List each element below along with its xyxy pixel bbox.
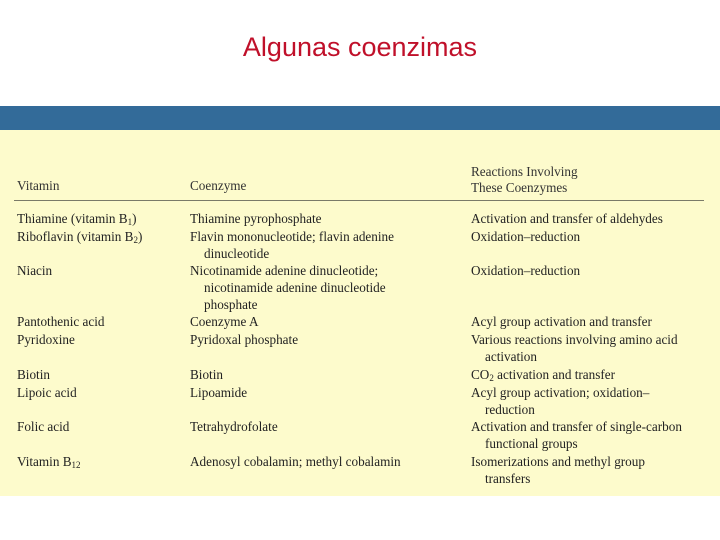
coenzyme-line: Pyridoxal phosphate [190, 332, 299, 347]
table-row-reaction [471, 313, 652, 330]
table-row-vitamin: Niacin [17, 263, 53, 278]
header-vitamin: Vitamin [17, 178, 60, 193]
reaction-line: Isomerizations and methyl group [471, 454, 645, 469]
reaction-subscript: 2 [489, 373, 494, 383]
header-reactions-line1: Reactions Involving [471, 164, 578, 179]
table-row-reaction [471, 331, 678, 365]
header-reactions-line2: These Coenzymes [471, 180, 568, 195]
reaction-text: CO [471, 367, 490, 382]
table-row-coenzyme [190, 210, 321, 227]
table-row-coenzyme [190, 262, 386, 313]
table-row-reaction [471, 384, 649, 418]
vitamin-text-end: ) [137, 229, 143, 244]
reaction-line: Acyl group activation; oxidation– [471, 385, 650, 400]
table-row-vitamin: Pyridoxine [17, 332, 75, 347]
table-row-vitamin: Biotin [17, 367, 50, 382]
reaction-line: Oxidation–reduction [471, 229, 581, 244]
coenzyme-line: dinucleotide [204, 246, 270, 261]
vitamin-text-end: ) [132, 211, 137, 226]
vitamin-text: Thiamine (vitamin B [17, 211, 128, 226]
reaction-line: Activation and transfer of aldehydes [471, 211, 663, 226]
table-row-vitamin: Lipoic acid [17, 385, 77, 400]
reaction-line: reduction [485, 402, 535, 417]
header-coenzyme: Coenzyme [190, 178, 247, 193]
vitamin-subscript: 2 [133, 235, 138, 245]
slide-title: Algunas coenzimas [242, 32, 478, 62]
coenzyme-line: Flavin mononucleotide; flavin adenine [190, 229, 394, 244]
reaction-line: Activation and transfer of single-carbon [471, 419, 682, 434]
reaction-line: functional groups [485, 436, 578, 451]
vitamin-text: Riboflavin (vitamin B [17, 229, 134, 244]
table-row-vitamin [17, 453, 81, 470]
table-row-coenzyme [190, 228, 394, 262]
coenzyme-line: Tetrahydrofolate [190, 419, 278, 434]
table-row-reaction [471, 366, 615, 383]
table-row-vitamin [17, 228, 142, 245]
coenzyme-line: Coenzyme A [190, 314, 259, 329]
table-row-vitamin: Folic acid [17, 419, 70, 434]
reaction-line: Oxidation–reduction [471, 263, 581, 278]
coenzyme-line: Nicotinamide adenine dinucleotide; [190, 263, 379, 278]
coenzyme-line: Adenosyl cobalamin; methyl cobalamin [190, 454, 401, 469]
table-row-coenzyme [190, 313, 259, 330]
reaction-line: transfers [485, 471, 531, 486]
reaction-line: Acyl group activation and transfer [471, 314, 652, 329]
table-row-reaction [471, 418, 682, 452]
coenzyme-line: nicotinamide adenine dinucleotide [204, 280, 386, 295]
header-band [0, 106, 720, 130]
table-row-vitamin [17, 210, 137, 227]
coenzyme-line: Biotin [190, 367, 223, 382]
table-row-reaction [471, 262, 580, 279]
table-row-coenzyme [190, 384, 247, 401]
table-row-coenzyme [190, 331, 298, 348]
reaction-line: Various reactions involving amino acid [471, 332, 678, 347]
table-row-reaction [471, 228, 580, 245]
table-row-coenzyme [190, 453, 401, 470]
table-row-reaction [471, 453, 645, 487]
coenzyme-line: phosphate [204, 297, 258, 312]
table-row-coenzyme [190, 418, 278, 435]
reaction-text-end: activation and transfer [493, 367, 616, 382]
coenzyme-line: Lipoamide [190, 385, 248, 400]
table-row-vitamin: Pantothenic acid [17, 314, 105, 329]
header-divider [14, 200, 704, 201]
reaction-line: activation [485, 349, 537, 364]
coenzyme-line: Thiamine pyrophosphate [190, 211, 322, 226]
vitamin-subscript: 1 [127, 217, 133, 227]
table-row-reaction [471, 210, 663, 227]
table-row-coenzyme [190, 366, 223, 383]
vitamin-subscript: 12 [71, 460, 81, 470]
vitamin-text: Vitamin B [17, 454, 72, 469]
